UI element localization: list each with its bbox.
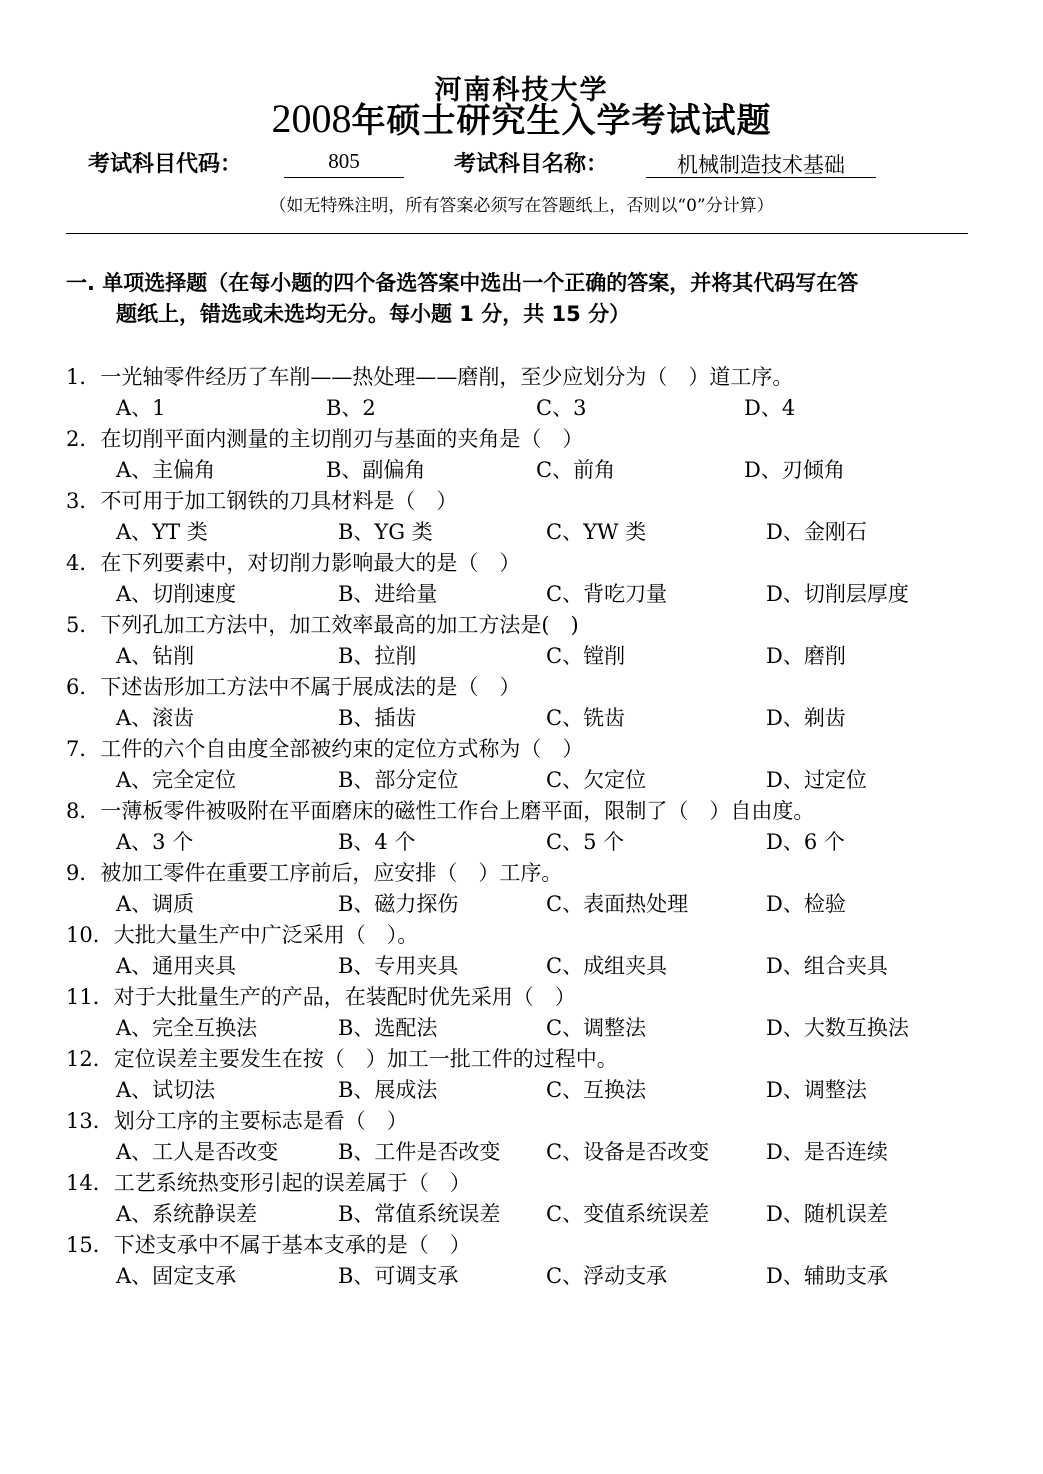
option-b: B、部分定位 — [338, 768, 459, 792]
question-options — [66, 455, 986, 486]
option-c: C、调整法 — [546, 1016, 647, 1040]
question-stem: 11．对于大批量生产的产品，在装配时优先采用（ ） — [66, 985, 576, 1009]
option-c: C、互换法 — [546, 1078, 647, 1102]
option-a: A、滚齿 — [116, 706, 195, 730]
option-d: D、磨削 — [766, 644, 846, 668]
option-a: A、切削速度 — [116, 582, 237, 606]
question-stem: 9．被加工零件在重要工序前后，应安排（ ）工序。 — [66, 861, 563, 885]
subject-name-label: 考试科目名称： — [454, 152, 609, 177]
option-a: A、主偏角 — [116, 458, 216, 482]
option-a: A、1 — [116, 396, 166, 420]
question-stem: 10．大批大量生产中广泛采用（ ）。 — [66, 923, 419, 947]
question-stem: 1．一光轴零件经历了车削——热处理——磨削，至少应划分为（ ）道工序。 — [66, 365, 794, 389]
option-b: B、选配法 — [338, 1016, 438, 1040]
option-d: D、剃齿 — [766, 706, 846, 730]
exam-year: 2008 — [271, 96, 352, 141]
question-options — [66, 765, 986, 796]
option-c: C、成组夹具 — [546, 954, 668, 978]
section-heading-line-1: 一. 单项选择题（在每小题的四个备选答案中选出一个正确的答案，并将其代码写在答 — [66, 271, 859, 295]
option-a: A、YT 类 — [116, 520, 208, 544]
subject-code-label: 考试科目代码： — [88, 152, 243, 177]
question-list — [66, 362, 986, 1292]
option-d: D、调整法 — [766, 1078, 867, 1102]
option-c: C、YW 类 — [546, 520, 647, 544]
option-b: B、常值系统误差 — [338, 1202, 501, 1226]
question-options — [66, 1261, 986, 1292]
option-a: A、完全互换法 — [116, 1016, 258, 1040]
option-c: C、镗削 — [546, 644, 626, 668]
question-options — [66, 1137, 986, 1168]
option-a: A、完全定位 — [116, 768, 237, 792]
option-a: A、调质 — [116, 892, 195, 916]
question-stem: 13．划分工序的主要标志是看（ ） — [66, 1109, 408, 1133]
option-c: C、表面热处理 — [546, 892, 689, 916]
option-b: B、插齿 — [338, 706, 417, 730]
option-b: B、可调支承 — [338, 1264, 459, 1288]
option-b: B、YG 类 — [338, 520, 433, 544]
question-options — [66, 827, 986, 858]
question-stem: 5．下列孔加工方法中，加工效率最高的加工方法是( ) — [66, 613, 579, 637]
option-c: C、浮动支承 — [546, 1264, 668, 1288]
university-name: 河南科技大学 — [434, 75, 609, 106]
subject-info-row — [88, 147, 988, 181]
option-a: A、系统静误差 — [116, 1202, 258, 1226]
option-b: B、进给量 — [338, 582, 438, 606]
option-b: B、2 — [326, 396, 376, 420]
option-c: C、变值系统误差 — [546, 1202, 710, 1226]
question-stem: 2．在切削平面内测量的主切削刃与基面的夹角是（ ） — [66, 427, 584, 451]
option-d: D、6 个 — [766, 830, 845, 854]
question-options — [66, 951, 986, 982]
option-b: B、副偏角 — [326, 458, 426, 482]
option-a: A、固定支承 — [116, 1264, 237, 1288]
question-stem: 8．一薄板零件被吸附在平面磨床的磁性工作台上磨平面，限制了（ ）自由度。 — [66, 799, 815, 823]
option-b: B、4 个 — [338, 830, 416, 854]
option-a: A、试切法 — [116, 1078, 216, 1102]
question-stem: 4．在下列要素中，对切削力影响最大的是（ ） — [66, 551, 521, 575]
header-divider — [66, 233, 968, 234]
option-c: C、背吃刀量 — [546, 582, 668, 606]
section-heading — [66, 268, 986, 330]
option-b: B、拉削 — [338, 644, 417, 668]
option-b: B、磁力探伤 — [338, 892, 459, 916]
subject-code-value: 805 — [284, 149, 404, 178]
question-options — [66, 889, 986, 920]
option-d: D、随机误差 — [766, 1202, 888, 1226]
option-c: C、3 — [536, 396, 587, 420]
question-options — [66, 1075, 986, 1106]
question-options — [66, 703, 986, 734]
option-b: B、工件是否改变 — [338, 1140, 501, 1164]
option-b: B、展成法 — [338, 1078, 438, 1102]
option-a: A、钻削 — [116, 644, 195, 668]
question-options — [66, 641, 986, 672]
option-d: D、辅助支承 — [766, 1264, 888, 1288]
section-heading-line-2: 题纸上，错选或未选均无分。每小题 1 分，共 15 分） — [116, 302, 631, 326]
option-a: A、通用夹具 — [116, 954, 237, 978]
question-options — [66, 579, 986, 610]
option-a: A、3 个 — [116, 830, 194, 854]
question-stem: 7．工件的六个自由度全部被约束的定位方式称为（ ） — [66, 737, 584, 761]
option-c: C、设备是否改变 — [546, 1140, 710, 1164]
question-stem: 3．不可用于加工钢铁的刀具材料是（ ） — [66, 489, 458, 513]
option-c: C、欠定位 — [546, 768, 647, 792]
option-d: D、大数互换法 — [766, 1016, 909, 1040]
option-a: A、工人是否改变 — [116, 1140, 279, 1164]
option-c: C、铣齿 — [546, 706, 626, 730]
option-c: C、前角 — [536, 458, 616, 482]
question-options — [66, 393, 986, 424]
option-d: D、检验 — [766, 892, 846, 916]
question-stem: 14．工艺系统热变形引起的误差属于（ ） — [66, 1171, 471, 1195]
question-options — [66, 1013, 986, 1044]
question-stem: 12．定位误差主要发生在按（ ）加工一批工件的过程中。 — [66, 1047, 618, 1071]
option-d: D、切削层厚度 — [766, 582, 909, 606]
option-d: D、4 — [744, 396, 796, 420]
exam-title-text: 年硕士研究生入学考试试题 — [351, 101, 772, 141]
option-d: D、金刚石 — [766, 520, 867, 544]
question-stem: 6．下述齿形加工方法中不属于展成法的是（ ） — [66, 675, 521, 699]
option-b: B、专用夹具 — [338, 954, 459, 978]
question-stem: 15．下述支承中不属于基本支承的是（ ） — [66, 1233, 471, 1257]
subject-name-value: 机械制造技术基础 — [646, 149, 876, 178]
option-d: D、是否连续 — [766, 1140, 888, 1164]
question-options — [66, 517, 986, 548]
answer-instruction-note: （如无特殊注明，所有答案必须写在答题纸上，否则以“0”分计算） — [269, 196, 774, 216]
option-d: D、刃倾角 — [744, 458, 845, 482]
option-d: D、组合夹具 — [766, 954, 888, 978]
option-d: D、过定位 — [766, 768, 867, 792]
option-c: C、5 个 — [546, 830, 625, 854]
question-options — [66, 1199, 986, 1230]
exam-title — [0, 96, 1043, 144]
